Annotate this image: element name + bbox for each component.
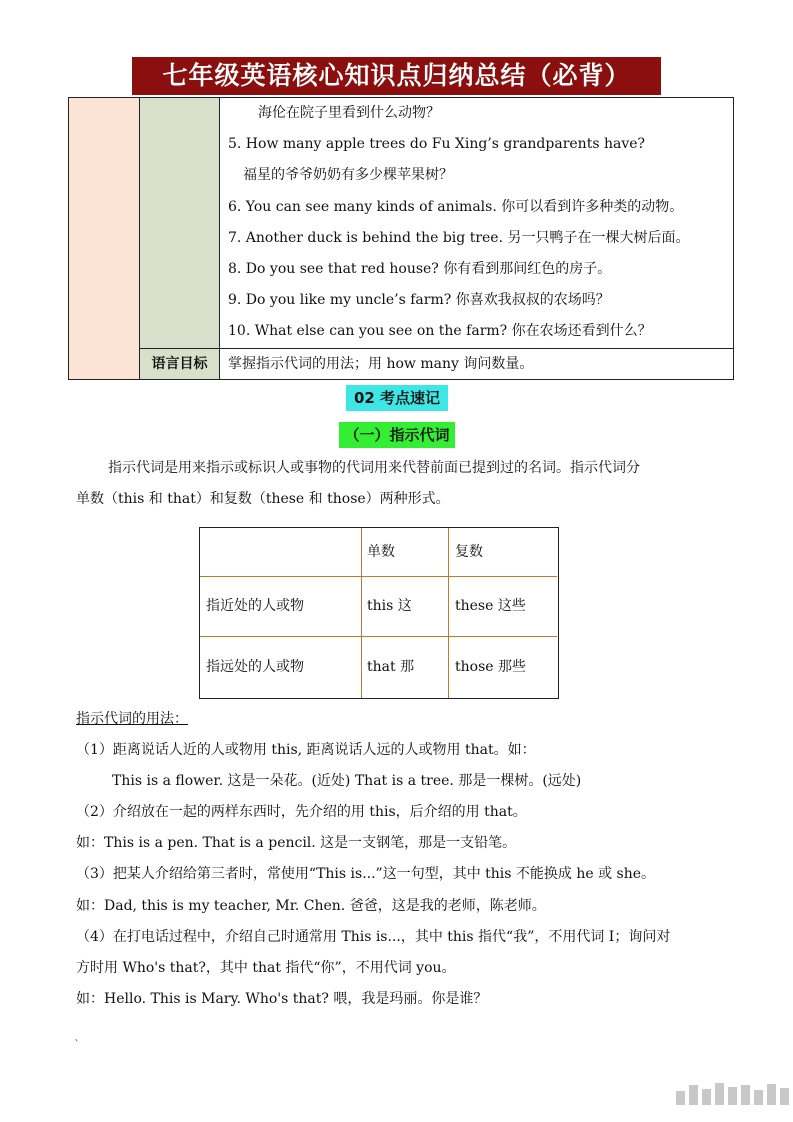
section-title: 02 考点速记 (346, 385, 448, 411)
table-line: 6. You can see many kinds of animals. 你可以看到许多种类的动物。 (228, 199, 684, 215)
table-line: 10. What else can you see on the farm? 你在农场还看到什么？ (228, 323, 652, 339)
table-line: 5. How many apple trees do Fu Xing’s grandparents have? (228, 136, 646, 152)
table-line: 福星的爷爷奶奶有多少棵苹果树？ (243, 167, 453, 183)
table-column-category (139, 97, 220, 349)
usage-line: （2）介绍放在一起的两样东西时，先介绍的用 this，后介绍的用 that。 (76, 804, 527, 820)
document-title: 七年级英语核心知识点归纳总结（必背） (132, 57, 661, 95)
intro-paragraph: 单数（this 和 that）和复数（these 和 those）两种形式。 (76, 491, 450, 507)
intro-paragraph: 指示代词是用来指示或标识人或事物的代词用来代替前面已提到过的名词。指示代词分 (108, 460, 640, 476)
footer-mark: ` (74, 1038, 80, 1052)
table-line: 7. Another duck is behind the big tree. 另一只鸭子在一棵大树后面。 (228, 230, 690, 246)
table-cell: 指远处的人或物 (206, 659, 304, 675)
usage-heading: 指示代词的用法： (76, 711, 188, 727)
usage-line: （4）在打电话过程中，介绍自己时通常用 This is...，其中 this 指代“我”，不用代词 I；询问对 (76, 929, 671, 945)
table-cell: 指近处的人或物 (206, 598, 304, 614)
table-header-cell: 单数 (367, 544, 395, 560)
table-line: 8. Do you see that red house? 你有看到那间红色的房子。 (228, 261, 612, 277)
table-cell: this 这 (367, 598, 412, 614)
table-line: 海伦在院子里看到什么动物？ (258, 105, 440, 121)
watermark-logo (676, 1083, 789, 1105)
table-cell: that 那 (367, 659, 415, 675)
table-cell: those 那些 (455, 659, 526, 675)
usage-line: （1）距离说话人近的人或物用 this, 距离说话人远的人或物用 that。如： (76, 742, 536, 758)
goal-label: 语言目标 (139, 348, 220, 380)
usage-line: （3）把某人介绍给第三者时，常使用“This is...”这一句型，其中 this 不能换成 he 或 she。 (76, 866, 656, 882)
usage-example: 如：Hello. This is Mary. Who's that? 喂，我是玛丽。你是谁？ (76, 991, 488, 1007)
goal-text: 掌握指示代词的用法；用 how many 询问数量。 (219, 348, 734, 380)
usage-example: 如：Dad, this is my teacher, Mr. Chen. 爸爸，这是我的老师，陈老师。 (76, 898, 546, 914)
demonstrative-table (199, 527, 559, 699)
usage-example: 如：This is a pen. That is a pencil. 这是一支钢笔，那是一支铅笔。 (76, 835, 517, 851)
usage-example: This is a flower. 这是一朵花。(近处) That is a tree. 那是一棵树。(远处) (112, 773, 582, 789)
table-header-cell: 复数 (455, 544, 483, 560)
usage-line: 方时用 Who's that?，其中 that 指代“你”，不用代词 you。 (76, 960, 456, 976)
table-cell: these 这些 (455, 598, 526, 614)
table-line: 9. Do you like my uncle’s farm? 你喜欢我叔叔的农场吗？ (228, 292, 610, 308)
table-column-unit (68, 97, 140, 380)
section-subtitle: （一）指示代词 (339, 422, 455, 448)
